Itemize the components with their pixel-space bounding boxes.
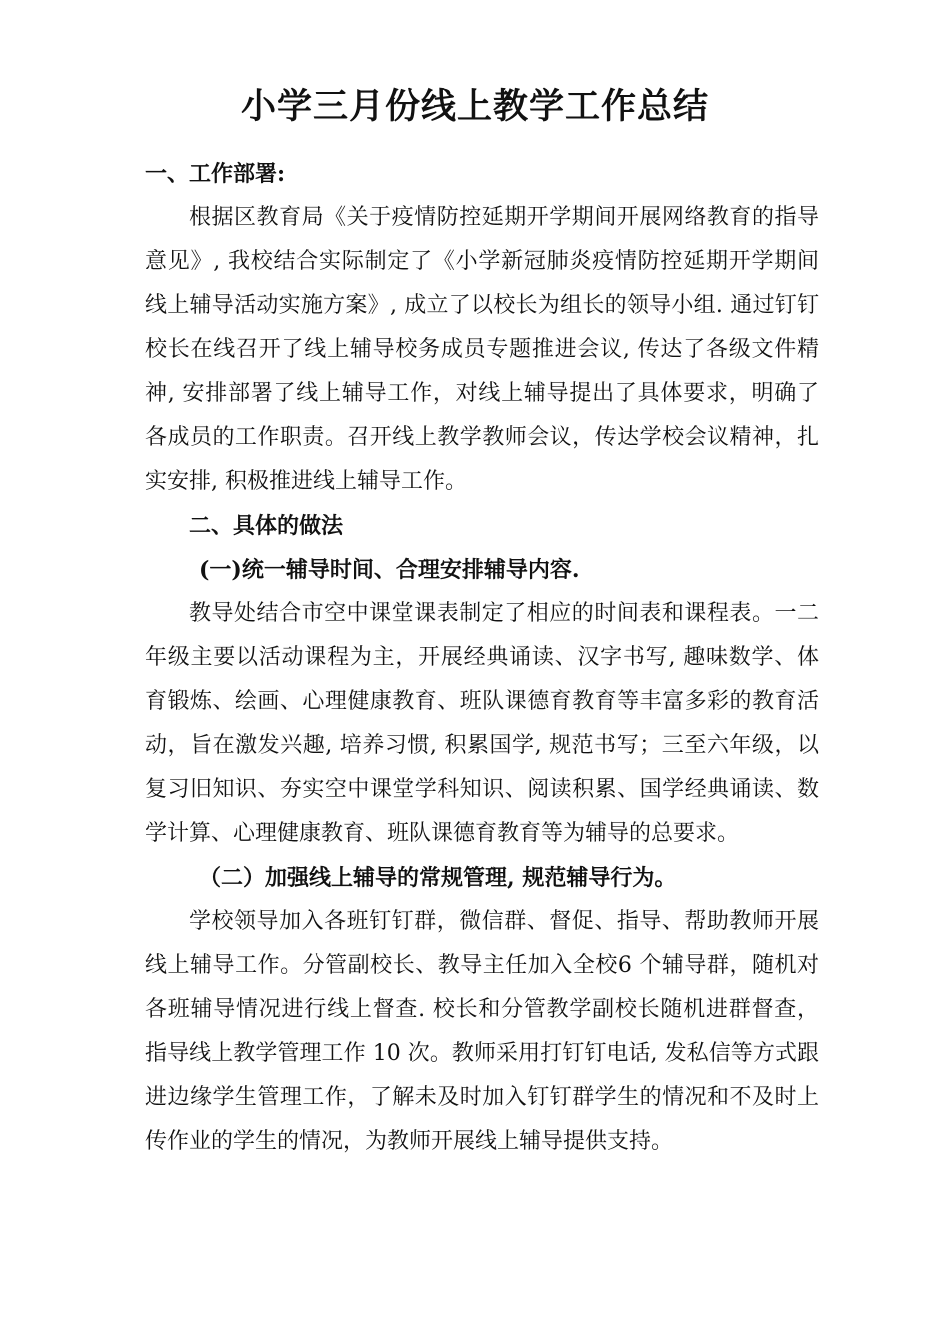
paragraph-1-line: 实安排, 积极推进线上辅导工作。 xyxy=(145,469,467,494)
paragraph-2-line: 动，旨在激发兴趣, 培养习惯, 积累国学, 规范书写；三至六年级，以 xyxy=(145,733,819,758)
paragraph-3-line: 各班辅导情况进行线上督查. 校长和分管教学副校长随机进群督查， xyxy=(145,997,819,1022)
paragraph-1-line: 意见》, 我校结合实际制定了《小学新冠肺炎疫情防控延期开学期间 xyxy=(145,249,819,274)
paragraph-2-line: 教导处结合市空中课堂课表制定了相应的时间表和课程表。一二 xyxy=(189,601,819,626)
paragraph-2-line: 育锻炼、绘画、心理健康教育、班队课德育教育等丰富多彩的教育活 xyxy=(145,689,819,714)
paragraph-2-line: 复习旧知识、夯实空中课堂学科知识、阅读积累、国学经典诵读、数 xyxy=(145,777,819,802)
document-body xyxy=(145,152,819,1164)
paragraph-3-line: 线上辅导工作。分管副校长、教导主任加入全校6 个辅导群，随机对 xyxy=(145,953,819,978)
paragraph-3-line: 学校领导加入各班钉钉群，微信群、督促、指导、帮助教师开展 xyxy=(189,909,819,934)
paragraph-3-line: 指导线上教学管理工作 10 次。教师采用打钉钉电话, 发私信等方式跟 xyxy=(145,1041,819,1066)
paragraph-1-line: 根据区教育局《关于疫情防控延期开学期间开展网络教育的指导 xyxy=(189,205,819,230)
subsection-heading-1: (一)统一辅导时间、合理安排辅导内容. xyxy=(199,557,580,583)
paragraph-1-line: 校长在线召开了线上辅导校务成员专题推进会议, 传达了各级文件精 xyxy=(145,337,819,362)
paragraph-3-line: 传作业的学生的情况，为教师开展线上辅导提供支持。 xyxy=(145,1129,674,1154)
paragraph-2-line: 年级主要以活动课程为主，开展经典诵读、汉字书写, 趣味数学、体 xyxy=(145,645,819,670)
paragraph-3-line: 进边缘学生管理工作，了解未及时加入钉钉群学生的情况和不及时上 xyxy=(145,1085,819,1110)
paragraph-1-line: 神, 安排部署了线上辅导工作，对线上辅导提出了具体要求，明确了 xyxy=(145,381,819,406)
paragraph-1-line: 各成员的工作职责。召开线上教学教师会议，传达学校会议精神，扎 xyxy=(145,425,819,450)
section-heading-2: 二、具体的做法 xyxy=(189,513,344,539)
subsection-heading-2: （二）加强线上辅导的常规管理, 规范辅导行为。 xyxy=(199,865,677,891)
paragraph-2-line: 学计算、心理健康教育、班队课德育教育等为辅导的总要求。 xyxy=(145,821,740,846)
paragraph-1-line: 线上辅导活动实施方案》, 成立了以校长为组长的领导小组. 通过钉钉 xyxy=(145,293,819,318)
document-title: 小学三月份线上教学工作总结 xyxy=(240,86,709,127)
section-heading-1: 一、工作部署: xyxy=(145,161,286,187)
